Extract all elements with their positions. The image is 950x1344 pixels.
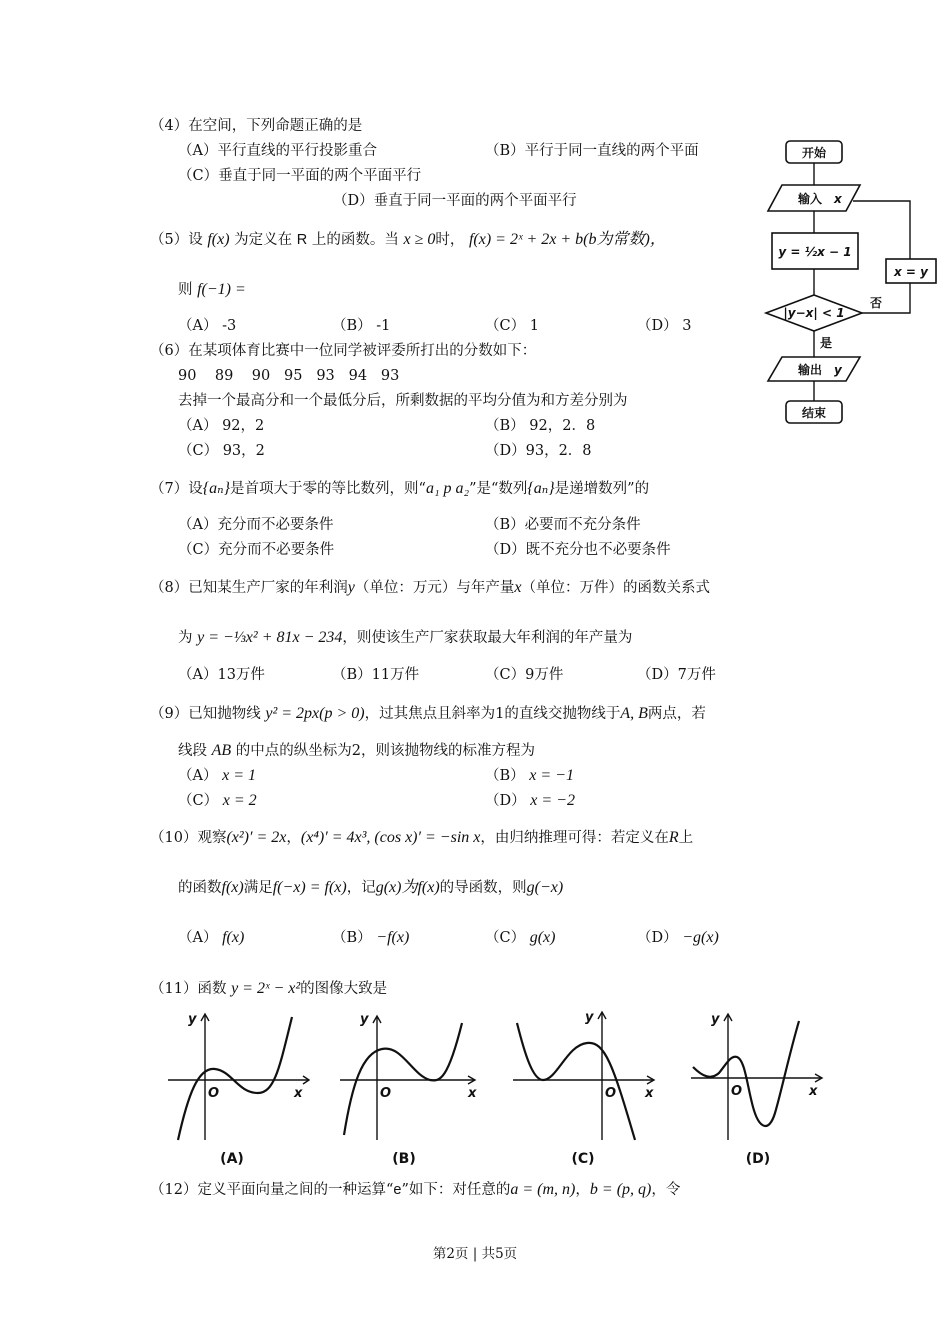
q9-option-a-label: （A）: [178, 768, 218, 784]
q6-scores: 90 89 90 95 93 94 93: [178, 368, 400, 384]
q8-y: y: [347, 579, 355, 596]
flowchart-update-label: x = y: [894, 265, 928, 279]
page-footer: 第2页 | 共5页: [432, 1246, 518, 1262]
flowchart-start-label: 开始: [801, 146, 827, 160]
q11-graph-d-y: y: [711, 1012, 720, 1027]
q6-ask: 去掉一个最高分和一个最低分后，所剩数据的平均分值为和方差分别为: [178, 393, 628, 409]
q11-stem: [150, 979, 387, 998]
q7-stem-mid2: ”是“数列: [469, 481, 528, 497]
q10-option-d-label: （D）: [637, 930, 678, 946]
q12-stem-mid: ”如下：对任意的: [401, 1182, 511, 1198]
q10-sep: ，: [286, 830, 301, 846]
q10-option-d-expr: −g(x): [682, 929, 719, 946]
q8-stem-end: （单位：万件）的函数关系式: [521, 580, 710, 596]
q10-option-a-expr: f(x): [222, 929, 245, 946]
q5-stem-pre: （5）设: [150, 232, 203, 248]
q8-option-b: （B）11万件: [332, 667, 420, 683]
q10-option-b: [332, 928, 409, 947]
q5-ask: [178, 280, 246, 299]
q9-formula: y² = 2px(p > 0): [265, 705, 365, 722]
q11-graph-d-origin: O: [731, 1084, 743, 1099]
q11-graph-b-origin: O: [380, 1086, 392, 1101]
q10-option-c-expr: g(x): [529, 929, 556, 946]
q9-option-d: [485, 791, 575, 810]
flowchart-end-label: 结束: [801, 406, 827, 420]
q10-line2-pre: 的函数: [178, 880, 222, 896]
q10-option-c-label: （C）: [485, 930, 526, 946]
q7-stem-end: 是递增数列”的: [554, 481, 650, 497]
q9-line2-end: 的中点的纵坐标为2，则该抛物线的标准方程为: [235, 743, 535, 759]
flowchart-assign-label: y = ½x − 1: [778, 245, 852, 259]
q9-line2: [178, 741, 535, 760]
q11-graph-c-origin: O: [605, 1086, 617, 1101]
q4-option-d: （D）垂直于同一平面的两个平面平行: [333, 193, 577, 209]
q9-option-c: [178, 791, 257, 810]
q12-sep: ，: [575, 1182, 590, 1198]
flowchart-input-label: 输入: [797, 192, 823, 206]
flowchart-condition-label: |y−x| < 1: [783, 306, 845, 320]
q8-stem: [150, 578, 710, 597]
q7-option-b: （B）必要而不充分条件: [485, 517, 641, 533]
q5-option-b: （B） -1: [332, 318, 391, 334]
q8-x: x: [514, 579, 522, 596]
q5-option-c: （C） 1: [485, 318, 539, 334]
q11-graph-c-x: x: [645, 1086, 654, 1101]
q10-option-a: [178, 928, 244, 947]
q9-option-a: [178, 766, 256, 785]
q9-option-a-expr: x = 1: [222, 767, 256, 784]
q11-graph-a-x: x: [294, 1086, 303, 1101]
q10-line2: [178, 878, 563, 897]
flowchart-output-label: 输出: [797, 363, 823, 377]
q7-option-d: （D）既不充分也不必要条件: [485, 542, 671, 558]
q10-condition: f(−x) = f(x): [272, 879, 347, 896]
q10-stem-pre: （10）观察: [150, 830, 227, 846]
q5-stem-mid: 为定义在: [234, 232, 293, 248]
q11-graph-d-caption: (D): [745, 1151, 771, 1167]
q10-stem-mid: ，由归纳推理可得：若定义在: [480, 830, 669, 846]
q8-line2: [178, 628, 632, 647]
q9-option-b-label: （B）: [485, 768, 525, 784]
q9-stem-end: 两点，若: [647, 706, 706, 722]
q11-graph-a-caption: (A): [220, 1151, 244, 1167]
q12-vector-b: b = (p, q): [589, 1181, 652, 1198]
q8-stem-pre: （8）已知某生产厂家的年利润: [150, 580, 348, 596]
q11-graph-d-x: x: [809, 1084, 818, 1099]
q10-option-a-label: （A）: [178, 930, 218, 946]
q4-option-a: （A）平行直线的平行投影重合: [178, 143, 377, 159]
q12-operator: e: [393, 1182, 402, 1198]
q6-option-d: （D）93，2．8: [485, 443, 592, 459]
q9-points: A, B: [620, 705, 648, 722]
q12-stem-pre: （12）定义平面向量之间的一种运算“: [150, 1182, 394, 1198]
q5-domain: R: [296, 232, 308, 248]
q11-graph-a-y: y: [188, 1012, 197, 1027]
q7-option-a: （A）充分而不必要条件: [178, 517, 334, 533]
q12-stem-end: ，令: [651, 1182, 681, 1198]
q11-graph-c-caption: (C): [571, 1151, 595, 1167]
q10-line2-mid2: ，记: [346, 880, 376, 896]
flowchart-yes-label: 是: [820, 336, 833, 350]
q11-stem-end: 的图像大致是: [300, 981, 388, 997]
q10-formula2: (x⁴)′ = 4x³, (cos x)′ = −sin x: [300, 829, 481, 846]
q9-option-b-expr: x = −1: [529, 767, 574, 784]
q9-stem: [150, 704, 706, 723]
q8-line2-pre: 为: [178, 630, 193, 646]
q10-fx: f(x): [221, 879, 244, 896]
q7-option-c: （C）充分而不必要条件: [178, 542, 335, 558]
q5-formula: f(x) = 2ˣ + 2x + b(b为常数)，: [468, 231, 666, 248]
q6-option-b: （B） 92，2．8: [485, 418, 596, 434]
q7-stem-mid: 是首项大于零的等比数列，则“: [230, 481, 426, 497]
q8-stem-mid: （单位：万元）与年产量: [354, 580, 515, 596]
q11-graph-a-origin: O: [208, 1086, 220, 1101]
q9-line2-pre: 线段: [178, 743, 207, 759]
q9-stem-mid: ，过其焦点且斜率为1的直线交抛物线于: [364, 706, 621, 722]
q8-formula: y = −⅓x² + 81x − 234: [197, 629, 343, 646]
q6-option-a: （A） 92，2: [178, 418, 265, 434]
q7-stem: [150, 479, 649, 498]
q5-fx: f(x): [207, 231, 230, 248]
q10-stem-end: 上: [678, 830, 694, 846]
q5-stem-when: 时，: [435, 232, 465, 248]
q4-stem: （4）在空间，下列命题正确的是: [150, 118, 363, 134]
q11-graph-c: [505, 1005, 665, 1170]
q12-vector-a: a = (m, n): [510, 1181, 576, 1198]
flowchart-output-var: y: [834, 363, 842, 377]
q9-option-d-label: （D）: [485, 793, 526, 809]
q11-graph-b: [332, 1005, 492, 1170]
q10-option-b-expr: −f(x): [376, 929, 410, 946]
q5-stem: [150, 230, 666, 249]
q11-graph-a: [160, 1005, 320, 1170]
q5-option-d: （D） 3: [637, 318, 692, 334]
q8-line2-end: ，则使该生产厂家获取最大年利润的年产量为: [342, 630, 633, 646]
q10-ask: g(−x): [526, 879, 564, 896]
q11-stem-pre: （11）函数: [150, 981, 227, 997]
q5-stem-mid2: 上的函数。当: [311, 232, 399, 248]
q9-option-b: [485, 766, 574, 785]
q9-option-c-label: （C）: [178, 793, 219, 809]
flowchart: [762, 135, 942, 430]
q5-ask-pre: 则: [178, 282, 193, 298]
q11-graph-b-y: y: [360, 1012, 369, 1027]
q10-gx: g(x)为f(x): [375, 879, 440, 896]
q11-graph-b-caption: (B): [392, 1151, 416, 1167]
q10-domain: R: [668, 829, 679, 846]
q7-seq: {aₙ}: [202, 480, 231, 497]
q12-stem: [150, 1180, 680, 1199]
q11-graph-d: [683, 1005, 843, 1170]
q11-graph-b-x: x: [468, 1086, 477, 1101]
q11-formula: y = 2ˣ − x²: [231, 980, 301, 997]
q10-line2-mid: 满足: [243, 880, 273, 896]
q4-option-c: （C）垂直于同一平面的两个平面平行: [178, 168, 422, 184]
q10-stem: [150, 828, 693, 847]
q4-option-b: （B）平行于同一直线的两个平面: [485, 143, 699, 159]
q10-option-d: [637, 928, 719, 947]
q7-stem-pre: （7）设: [150, 481, 203, 497]
q5-condition: x ≥ 0: [403, 231, 436, 248]
q9-segment: AB: [211, 742, 232, 759]
q9-option-c-expr: x = 2: [222, 792, 257, 809]
q10-line2-mid3: 的导函数，则: [439, 880, 527, 896]
q5-option-a: （A） -3: [178, 318, 237, 334]
q11-graph-c-y: y: [585, 1010, 594, 1025]
q10-option-c: [485, 928, 555, 947]
q7-relation: a₁ p a₂: [425, 480, 470, 497]
q10-option-b-label: （B）: [332, 930, 372, 946]
q10-formula1: (x²)′ = 2x: [226, 829, 287, 846]
q6-stem: （6）在某项体育比赛中一位同学被评委所打出的分数如下：: [150, 343, 537, 359]
q5-ask-expr: f(−1) =: [197, 281, 246, 298]
q7-seq2: {aₙ}: [527, 480, 555, 497]
flowchart-no-label: 否: [870, 296, 883, 310]
q8-option-c: （C）9万件: [485, 667, 564, 683]
q8-option-a: （A）13万件: [178, 667, 265, 683]
q9-stem-pre: （9）已知抛物线: [150, 706, 261, 722]
flowchart-input-var: x: [834, 192, 842, 206]
q8-option-d: （D）7万件: [637, 667, 716, 683]
q6-option-c: （C） 93，2: [178, 443, 265, 459]
q9-option-d-expr: x = −2: [530, 792, 575, 809]
